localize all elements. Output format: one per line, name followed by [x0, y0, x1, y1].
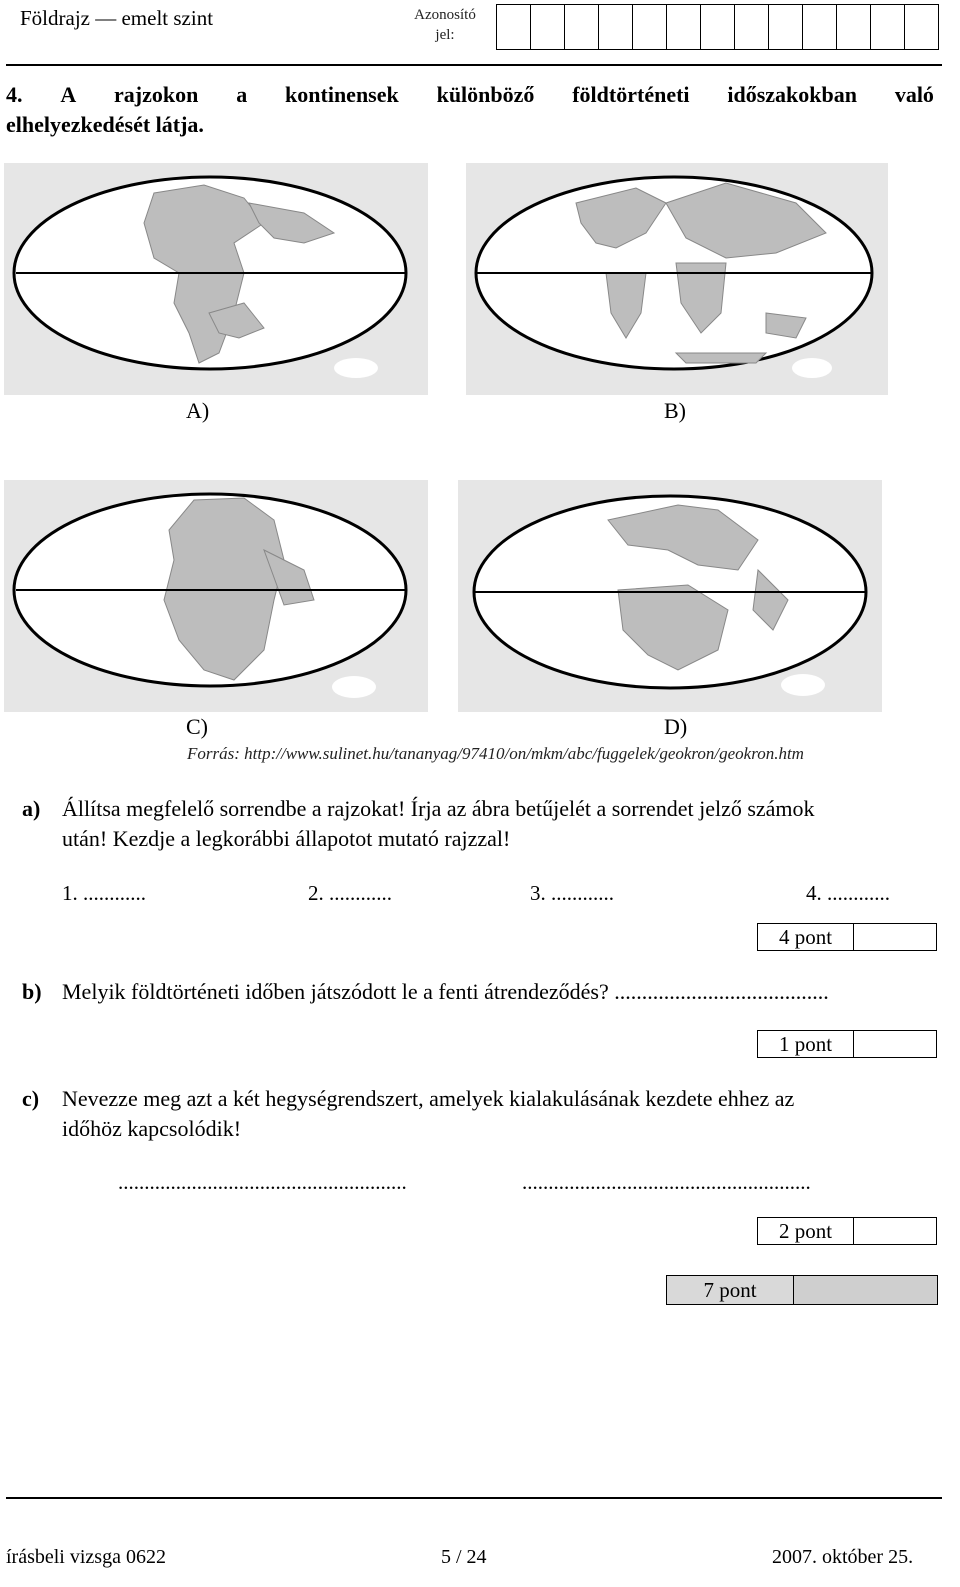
header-subject: Földrajz — emelt szint [20, 6, 214, 30]
points-input[interactable] [854, 1031, 936, 1057]
part-b-label: b) [22, 979, 42, 1004]
question-title-line2: elhelyezkedését látja. [6, 112, 204, 137]
map-c-label: C) [186, 714, 208, 739]
title-word: földtörténeti [572, 82, 690, 107]
footer-date: 2007. október 25. [772, 1546, 914, 1568]
points-input[interactable] [854, 1218, 936, 1244]
map-c [4, 480, 428, 712]
id-box[interactable] [667, 5, 701, 49]
title-word: való [894, 82, 934, 107]
part-b-text: Melyik földtörténeti időben játszódott le a fenti átrendeződés? ....................................... [62, 979, 829, 1004]
title-word: időszakokban [727, 82, 857, 107]
map-b-label: B) [664, 398, 686, 423]
answer-slot-1[interactable]: 1. ............ [62, 881, 146, 905]
question-title [6, 80, 934, 140]
map-b-figure [466, 163, 888, 395]
points-label: 4 pont [758, 924, 854, 950]
map-d-figure [458, 480, 882, 712]
points-box-a [757, 923, 937, 951]
map-a-figure [4, 163, 428, 395]
part-a-line1: Állítsa megfelelő sorrendbe a rajzokat! Írja az ábra betűjelét a sorrendet jelző számok [62, 796, 815, 821]
part-c-label: c) [22, 1086, 40, 1111]
answer-slot-3[interactable]: 3. ............ [530, 881, 614, 905]
footer-exam-code: írásbeli vizsga 0622 [6, 1546, 166, 1568]
id-box[interactable] [701, 5, 735, 49]
title-word: A [60, 82, 77, 107]
id-box[interactable] [905, 5, 939, 49]
id-boxes[interactable] [496, 4, 939, 50]
map-d-label: D) [664, 714, 688, 739]
id-box[interactable] [735, 5, 769, 49]
part-a-label: a) [22, 796, 41, 821]
map-a-label: A) [186, 398, 210, 423]
part-c-line1: Nevezze meg azt a két hegységrendszert, amelyek kialakulásának kezdete ehhez az [62, 1086, 795, 1111]
answer-mountain-2[interactable]: ....................................................... [522, 1170, 811, 1194]
title-word: kontinensek [285, 82, 399, 107]
part-a-text [62, 794, 942, 854]
part-c-line2: időhöz kapcsolódik! [62, 1116, 242, 1141]
id-box[interactable] [871, 5, 905, 49]
map-b [466, 163, 888, 395]
id-box[interactable] [633, 5, 667, 49]
part-a-line2: után! Kezdje a legkorábbi állapotot mutató rajzzal! [62, 826, 511, 851]
points-input[interactable] [854, 924, 936, 950]
id-box[interactable] [837, 5, 871, 49]
question-number: 4. [6, 82, 23, 107]
id-box[interactable] [803, 5, 837, 49]
title-word: rajzokon [114, 82, 199, 107]
title-word: a [236, 82, 248, 107]
footer-rule [6, 1497, 942, 1499]
answer-slot-2[interactable]: 2. ............ [308, 881, 392, 905]
source-citation: Forrás: http://www.sulinet.hu/tananyag/97410/on/mkm/abc/fuggelek/geokron/geokron.htm [187, 744, 804, 763]
map-a [4, 163, 428, 395]
total-points-box [666, 1275, 938, 1305]
id-box[interactable] [565, 5, 599, 49]
answer-mountain-1[interactable]: ....................................................... [118, 1170, 407, 1194]
total-points-label: 7 pont [667, 1276, 794, 1304]
answer-slot-4[interactable]: 4. ............ [806, 881, 890, 905]
points-label: 2 pont [758, 1218, 854, 1244]
id-box[interactable] [497, 5, 531, 49]
id-label: Azonosító jel: [414, 7, 476, 43]
id-box[interactable] [599, 5, 633, 49]
id-box[interactable] [769, 5, 803, 49]
points-box-b [757, 1030, 937, 1058]
map-d [458, 480, 882, 712]
total-points-input[interactable] [794, 1276, 937, 1304]
points-label: 1 pont [758, 1031, 854, 1057]
points-box-c [757, 1217, 937, 1245]
part-c-text [62, 1084, 942, 1144]
header-rule [6, 64, 942, 66]
map-c-figure [4, 480, 428, 712]
id-box[interactable] [531, 5, 565, 49]
footer-page-number: 5 / 24 [441, 1546, 487, 1568]
title-word: különböző [436, 82, 535, 107]
